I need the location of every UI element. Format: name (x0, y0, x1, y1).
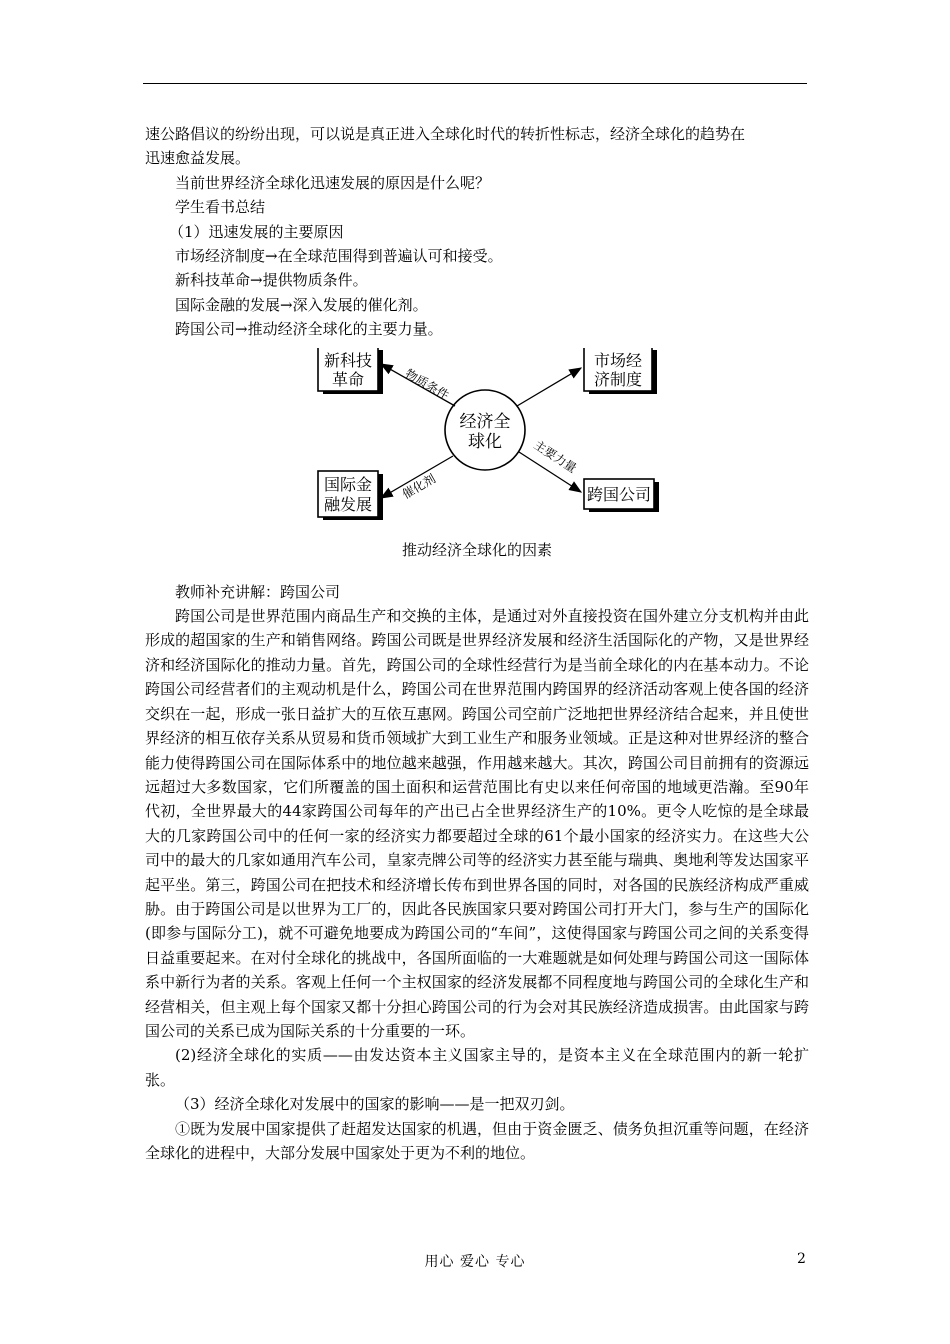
teacher-supplement-title: 教师补充讲解：跨国公司 (175, 582, 341, 601)
text-line: 迅速愈益发展。 (145, 149, 251, 168)
center-text-2: 球化 (468, 431, 502, 452)
box-tr-text-1: 市场经 (593, 350, 643, 370)
globalization-diagram (145, 348, 809, 558)
box-tr-text-2: 济制度 (593, 369, 643, 389)
label-catalyst: 催化剂 (399, 471, 439, 502)
label-main-force: 主要力量 (531, 437, 580, 476)
box-bl-text-2: 融发展 (323, 494, 373, 514)
section-heading-1: （1）迅速发展的主要原因 (169, 222, 344, 241)
header-rule (143, 83, 807, 84)
main-paragraph: 跨国公司是世界范围内商品生产和交换的主体，是通过对外直接投资在国外建立分支机构并由此形成的超国家的生产和销售网络。跨国公司既是世界经济发展和经济生活国际化的产物，又是世界经济和经济国际化的推动力量。首先，跨国公司的全球性经营行为是当前全球化的内在基本动力。不论跨国公司经营者们的主观动机是什么，跨国公司在世界范围内跨国界的经济活动客观上使各国的经济交织在一起，形成一张日益扩大的互依互惠网。跨国公司空前广泛地把世界经济结合起来，并且使世界经济的相互依存关系从贸易和货币领域扩大到工业生产和服务业领域。正是这种对世界经济的整合能力使得跨国公司在国际体系中的地位越来越强，作用越来越大。其次，跨国公司目前拥有的资源远远超过大多数国家，它们所覆盖的国土面积和运营范围比有史以来任何帝国的地域更浩瀚。至90年代初，全世界最大的44家跨国公司每年的产出已占全世界经济生产的10%。更令人吃惊的是全球最大的几家跨国公司中的任何一家的经济实力都要超过全球的61个最小国家的经济实力。在这些大公司中的最大的几家如通用汽车公司，皇家壳牌公司等的经济实力甚至能与瑞典、奥地利等发达国家平起平坐。第三，跨国公司在把技术和经济增长传布到世界各国的同时，对各国的民族经济构成严重威胁。由于跨国公司是以世界为工厂的，因此各民族国家只要对跨国公司打开大门，参与生产的国际化(即参与国际分工)，就不可避免地要成为跨国公司的“车间”，这使得国家与跨国公司之间的关系变得日益重要起来。在对付全球化的挑战中，各国所面临的一大难题就是如何处理与跨国公司这一国际体系中新行为者的关系。客观上任何一个主权国家的经济发展都不同程度地与跨国公司的全球化生产和经营相关，但主观上每个国家又都十分担心跨国公司的行为会对其民族经济造成损害。由此国家与跨国公司的关系已成为国际关系的十分重要的一环。 (145, 607, 809, 1040)
diagram-caption: 推动经济全球化的因素 (401, 540, 552, 559)
reason-line: 新科技革命→提供物质条件。 (175, 271, 368, 290)
label-material-conditions: 物质条件 (402, 366, 452, 403)
reason-line: 国际金融的发展→深入发展的催化剂。 (175, 295, 428, 314)
center-text-1: 经济全 (459, 411, 511, 432)
footer-motto: 用心 爱心 专心 (424, 1254, 526, 1270)
box-bl-text-1: 国际金 (323, 474, 373, 494)
page-content (145, 122, 809, 1165)
diagram-svg (313, 348, 663, 538)
question-line: 当前世界经济全球化迅速发展的原因是什么呢？ (175, 173, 491, 192)
arrow-to-market (517, 368, 581, 406)
box-tl-text-1: 新科技 (323, 350, 373, 370)
reason-line: 市场经济制度→在全球范围得到普遍认可和接受。 (175, 247, 503, 266)
essence-paragraph: (2)经济全球化的实质——由发达资本主义国家主导的，是资本主义在全球范围内的新一轮扩张。 (145, 1046, 809, 1089)
page-number: 2 (797, 1251, 806, 1267)
impact-point-1: ①既为发展中国家提供了赶超发达国家的机遇，但由于资金匮乏、债务负担沉重等问题，在经济全球化的进程中，大部分发展中国家处于更为不利的地位。 (145, 1119, 809, 1162)
text-line: 速公路倡议的纷纷出现，可以说是真正进入全球化时代的转折性标志，经济全球化的趋势在 (145, 125, 746, 143)
impact-heading: （3）经济全球化对发展中的国家的影响——是一把双刃剑。 (175, 1095, 575, 1114)
box-tl-text-2: 革命 (331, 369, 365, 389)
instruction-line: 学生看书总结 (175, 198, 266, 217)
reason-line: 跨国公司→推动经济全球化的主要力量。 (175, 320, 443, 339)
box-br-text: 跨国公司 (586, 484, 652, 504)
